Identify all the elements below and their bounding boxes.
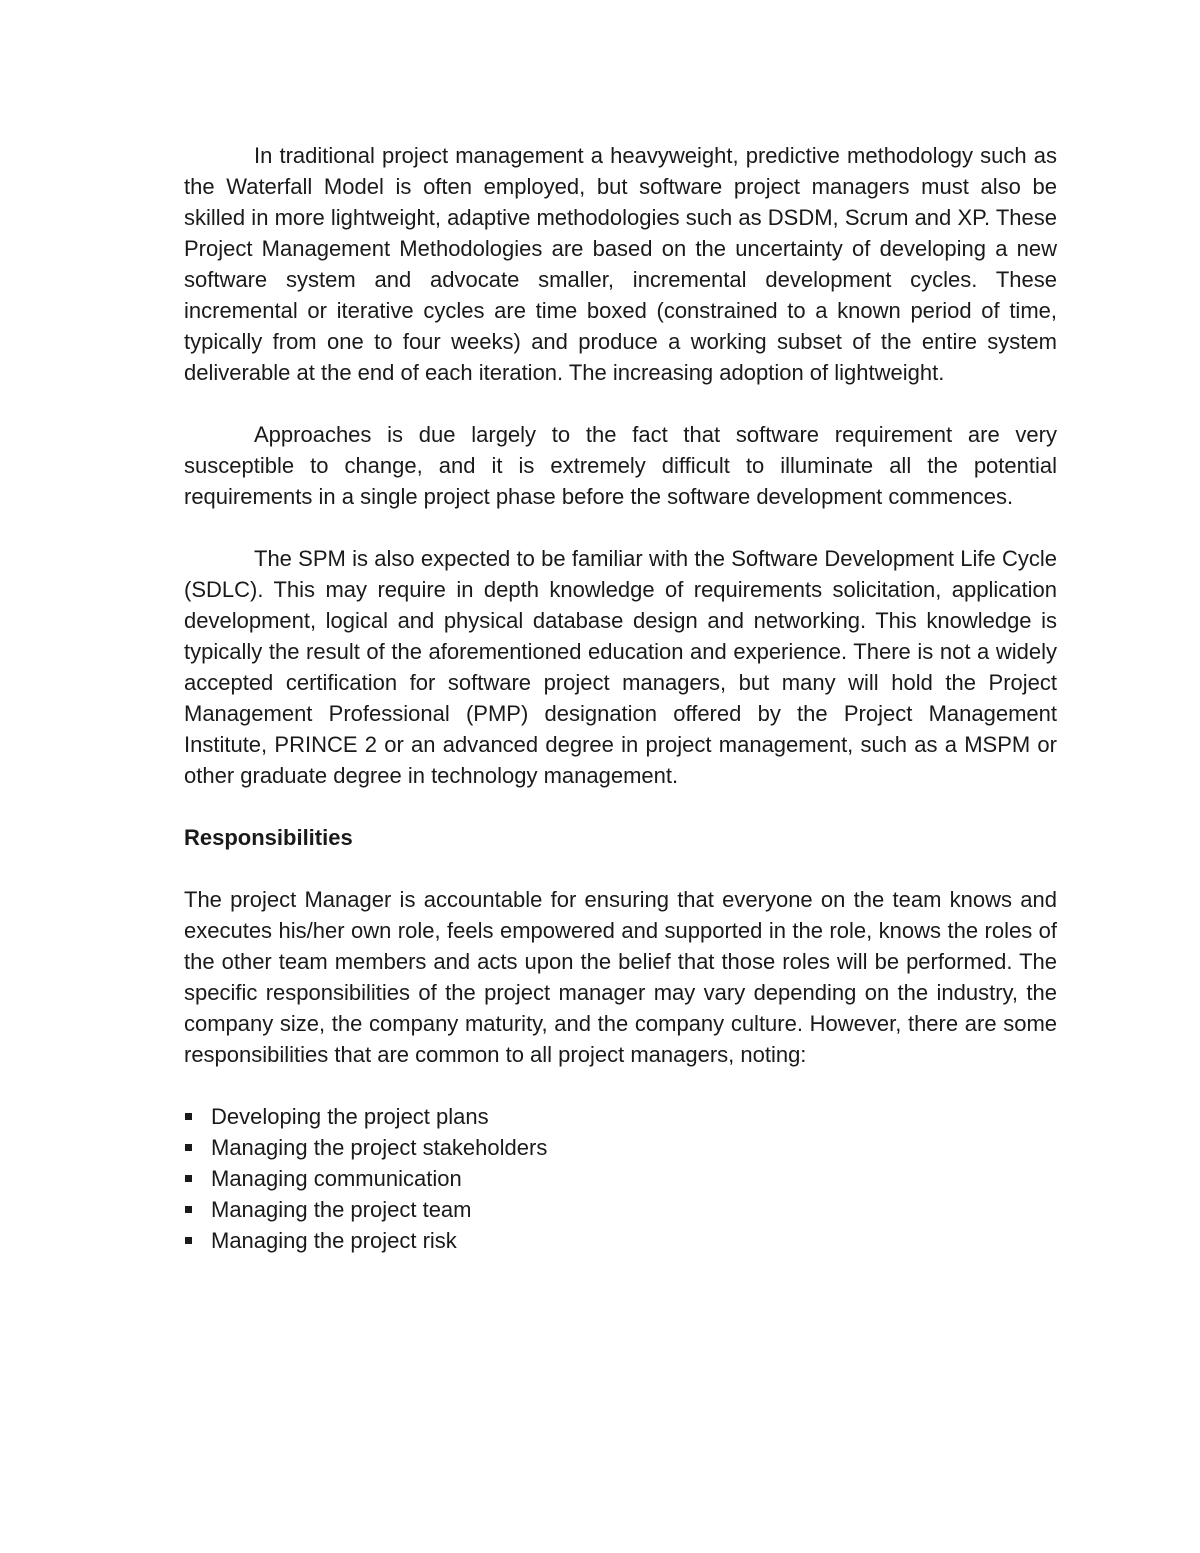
square-bullet-icon [185, 1206, 192, 1213]
paragraph-sdlc: The SPM is also expected to be familiar with the Software Development Life Cycle (SDLC). This may require in depth knowledge of requirements solicitation, application development, logical and physical database design and networking. This knowledge is typically the result of the aforementioned education and experience. There is not a widely accepted certification for software project managers, but many will hold the Project Management Professional (PMP) designation offered by the Project Management Institute, PRINCE 2 or an advanced degree in project management, such as a MSPM or other graduate degree in technology management. [184, 546, 1057, 788]
square-bullet-icon [185, 1237, 192, 1244]
list-item-text: Managing communication [211, 1166, 462, 1191]
list-item [184, 1132, 1057, 1163]
list-item-text: Managing the project stakeholders [211, 1135, 548, 1160]
paragraph-methodologies: In traditional project management a heavyweight, predictive methodology such as the Waterfall Model is often employed, but software project managers must also be skilled in more lightweight, adaptive methodologies such as DSDM, Scrum and XP. These Project Management Methodologies are based on the uncertainty of developing a new software system and advocate smaller, incremental development cycles. These incremental or iterative cycles are time boxed (constrained to a known period of time, typically from one to four weeks) and produce a working subset of the entire system deliverable at the end of each iteration. The increasing adoption of lightweight. [184, 143, 1057, 385]
square-bullet-icon [185, 1144, 192, 1151]
list-item [184, 1225, 1057, 1256]
list-item-text: Managing the project team [211, 1197, 472, 1222]
list-item-text: Developing the project plans [211, 1104, 489, 1129]
square-bullet-icon [185, 1175, 192, 1182]
paragraph-responsibilities: The project Manager is accountable for ensuring that everyone on the team knows and executes his/her own role, feels empowered and supported in the role, knows the roles of the other team members and acts upon the belief that those roles will be performed. The specific responsibilities of the project manager may vary depending on the industry, the company size, the company maturity, and the company culture. However, there are some responsibilities that are common to all project managers, noting: [184, 887, 1057, 1067]
responsibilities-heading: Responsibilities [184, 825, 353, 850]
paragraph-approaches: Approaches is due largely to the fact that software requirement are very susceptible to change, and it is extremely difficult to illuminate all the potential requirements in a single project phase before the software development commences. [184, 422, 1057, 509]
responsibilities-list [184, 1101, 1057, 1256]
list-item-text: Managing the project risk [211, 1228, 457, 1253]
list-item [184, 1101, 1057, 1132]
document-body [184, 140, 1057, 1256]
list-item [184, 1163, 1057, 1194]
square-bullet-icon [185, 1113, 192, 1120]
list-item [184, 1194, 1057, 1225]
